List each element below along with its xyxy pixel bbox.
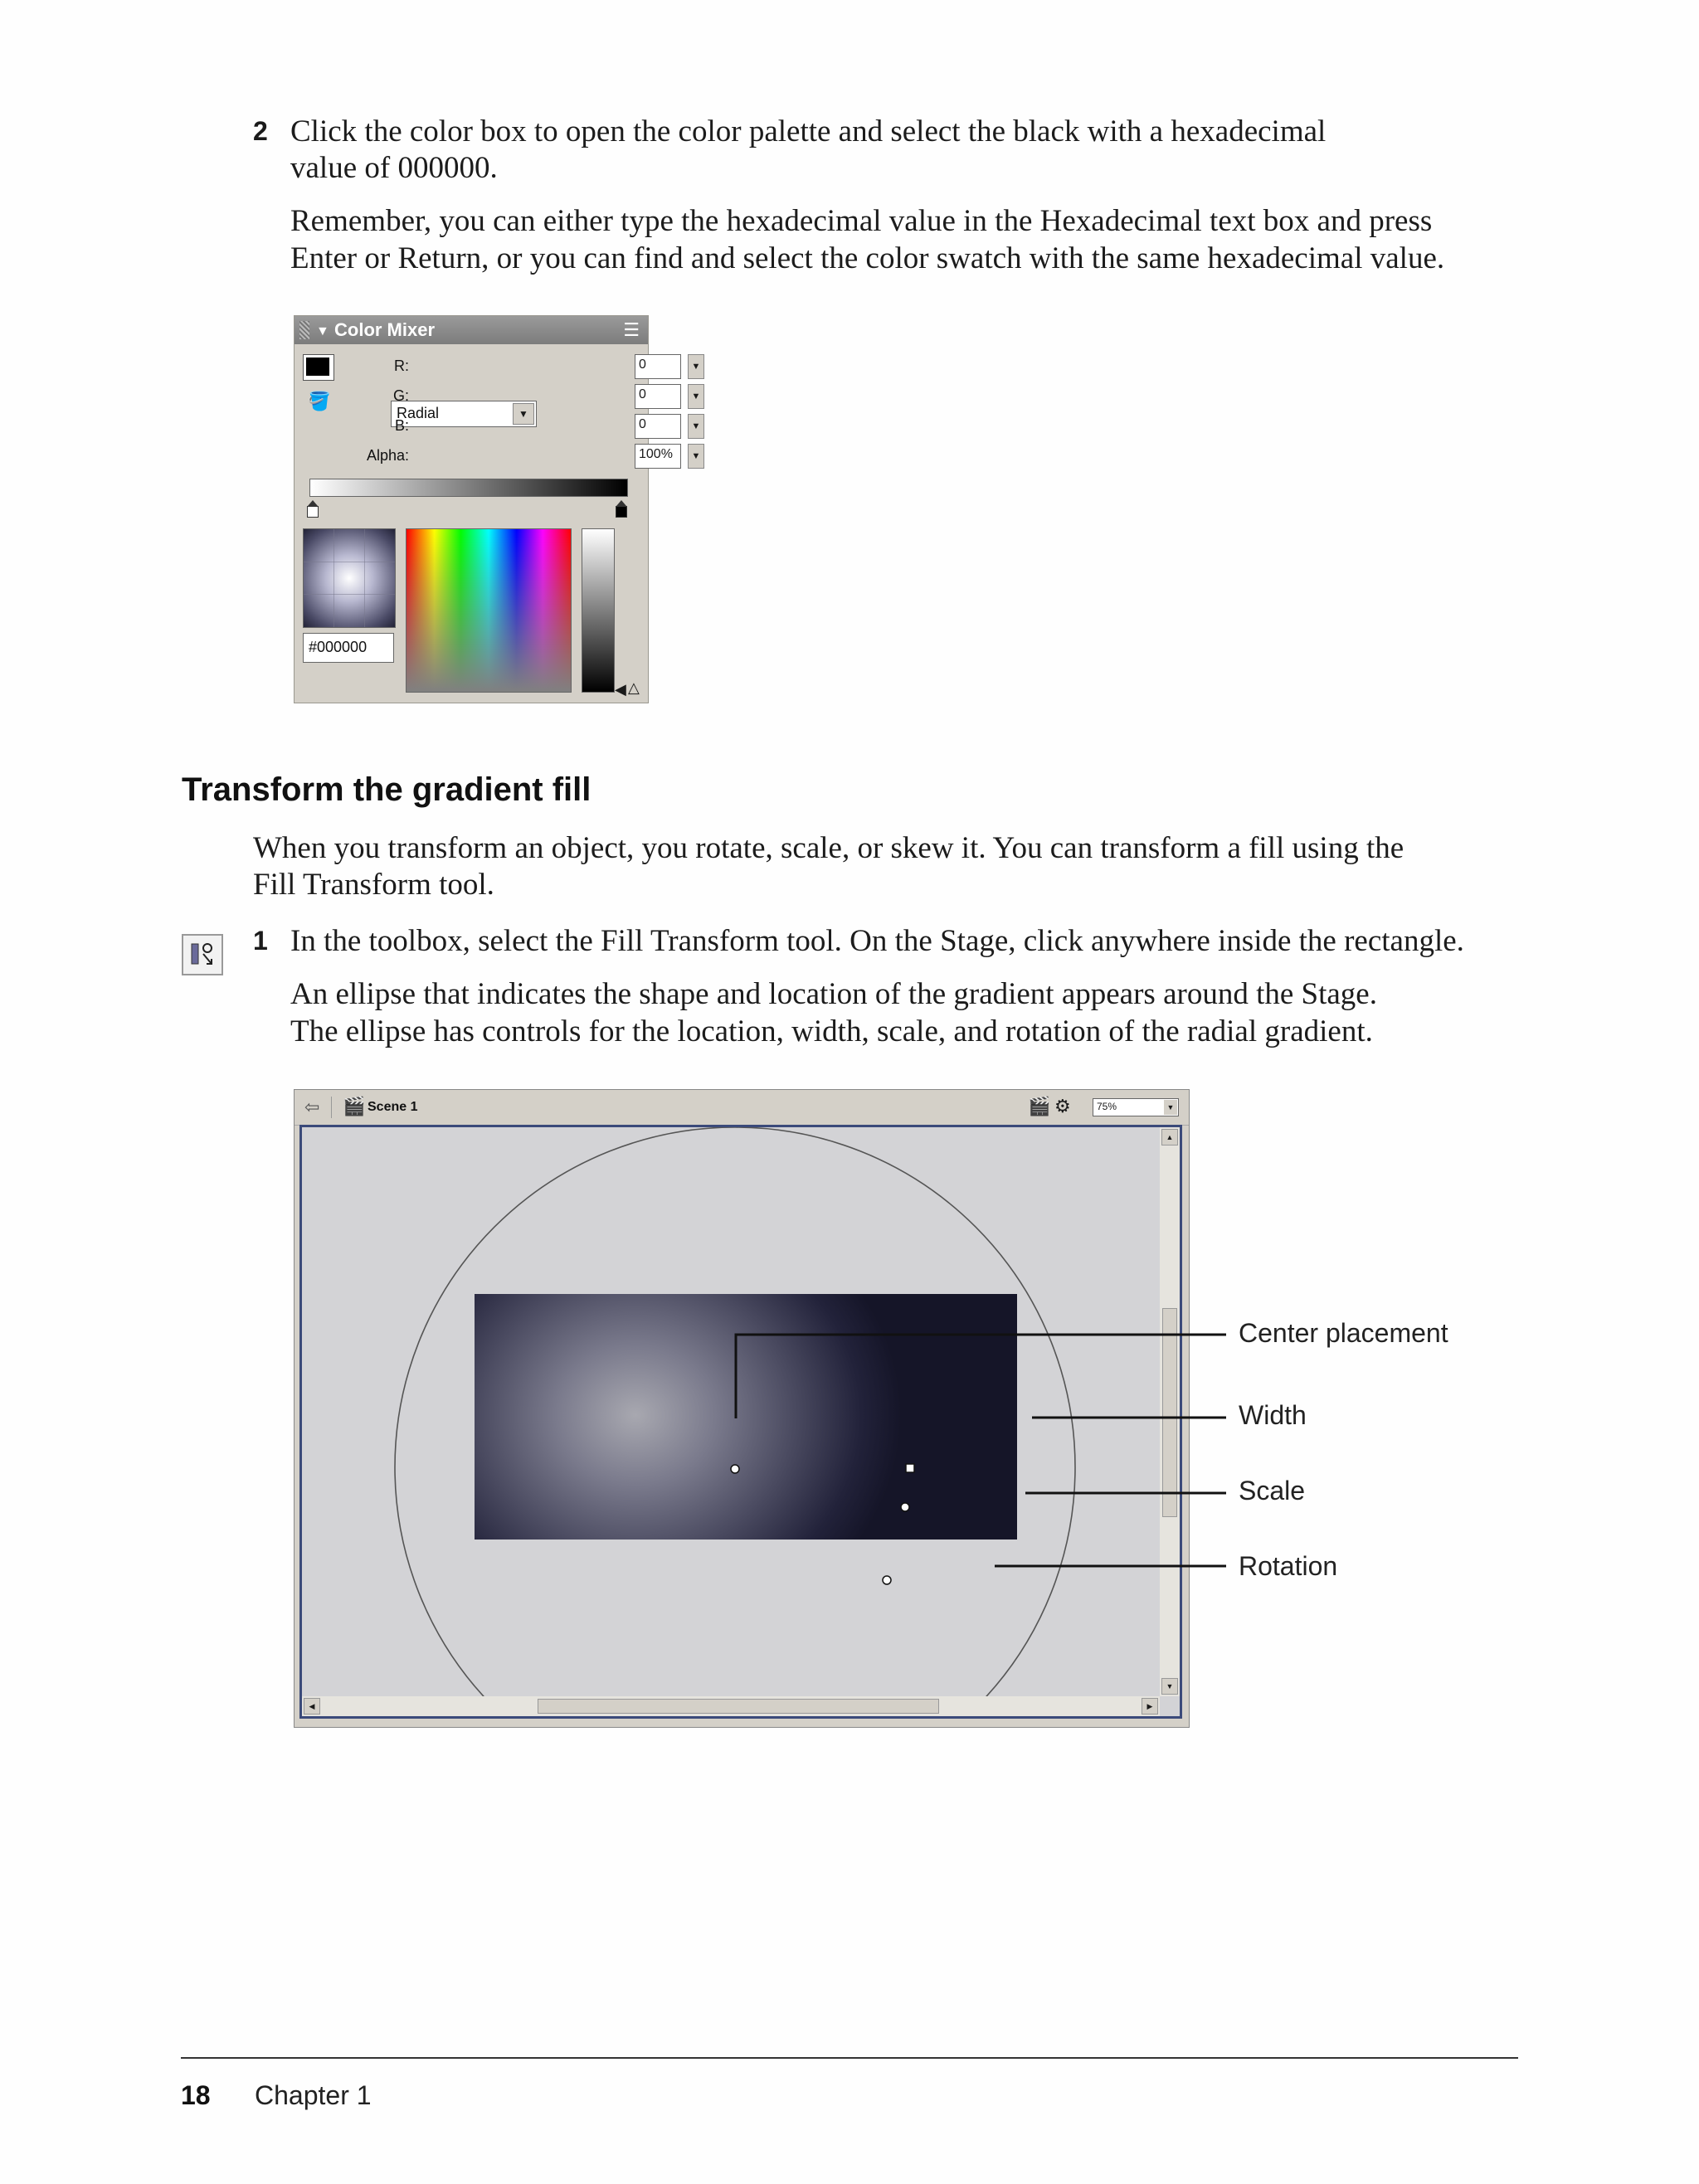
red-slider-button[interactable]: ▼ bbox=[688, 354, 704, 379]
chapter-label: Chapter 1 bbox=[255, 2080, 372, 2110]
callout-center-placement: Center placement bbox=[1239, 1318, 1448, 1348]
panel-options-menu-icon[interactable]: ☰ bbox=[623, 319, 640, 340]
center-callout-line bbox=[736, 1335, 1226, 1418]
step-2-note-line-1: Remember, you can either type the hexadecimal value in the Hexadecimal text box and press bbox=[290, 204, 1433, 238]
green-input[interactable]: 0 bbox=[635, 384, 681, 409]
zoom-dropdown-arrow-icon[interactable]: ▼ bbox=[1164, 1100, 1177, 1115]
paint-bucket-icon[interactable]: 🪣 bbox=[308, 391, 331, 411]
red-input[interactable]: 0 bbox=[635, 354, 681, 379]
scene-name: Scene 1 bbox=[368, 1100, 418, 1114]
step-2-note-line-2: Enter or Return, or you can find and select the color swatch with the same hexadecimal value. bbox=[290, 241, 1445, 275]
green-slider-button[interactable]: ▼ bbox=[688, 384, 704, 409]
panel-title: Color Mixer bbox=[334, 319, 436, 340]
step-number-2: 2 bbox=[253, 116, 268, 146]
step-2-text-line-1: Click the color box to open the color palette and select the black with a hexadecimal bbox=[290, 114, 1327, 148]
hexadecimal-input[interactable]: #000000 bbox=[303, 633, 394, 663]
alpha-slider-button[interactable]: ▼ bbox=[688, 444, 704, 469]
scene-icon: 🎬 bbox=[343, 1096, 366, 1116]
chevron-down-icon[interactable]: ▼ bbox=[513, 403, 534, 425]
back-arrow-icon[interactable]: ⇦ bbox=[304, 1097, 320, 1117]
step-1-note-line-2: The ellipse has controls for the location, width, scale, and rotation of the radial gradient. bbox=[290, 1014, 1373, 1048]
alpha-input[interactable]: 100% bbox=[635, 444, 681, 469]
callout-rotation: Rotation bbox=[1239, 1551, 1338, 1581]
scroll-up-icon[interactable]: ▲ bbox=[1161, 1129, 1178, 1146]
section-intro-line-1: When you transform an object, you rotate, scale, or skew it. You can transform a fill using the bbox=[253, 831, 1404, 865]
blue-input[interactable]: 0 bbox=[635, 414, 681, 439]
step-2-text-line-2: value of 000000. bbox=[290, 151, 498, 185]
section-heading: Transform the gradient fill bbox=[182, 771, 591, 808]
scroll-right-icon[interactable]: ▶ bbox=[1142, 1698, 1158, 1715]
collapse-triangle-icon[interactable]: ▼ bbox=[316, 324, 329, 338]
edit-symbols-icon[interactable]: ⚙ bbox=[1054, 1096, 1071, 1116]
scroll-down-icon[interactable]: ▼ bbox=[1161, 1678, 1178, 1695]
blue-label: B: bbox=[394, 417, 409, 434]
step-number-1: 1 bbox=[253, 926, 268, 956]
callout-scale: Scale bbox=[1239, 1476, 1306, 1505]
expand-triangle-icon[interactable]: △ bbox=[628, 679, 640, 696]
green-label: G: bbox=[392, 387, 409, 404]
step-1-note-line-1: An ellipse that indicates the shape and location of the gradient appears around the Stage. bbox=[290, 977, 1377, 1011]
page-number: 18 bbox=[181, 2080, 211, 2110]
edit-scene-icon[interactable]: 🎬 bbox=[1028, 1096, 1051, 1116]
red-label: R: bbox=[394, 358, 409, 374]
callout-width: Width bbox=[1239, 1400, 1307, 1430]
blue-slider-button[interactable]: ▼ bbox=[688, 414, 704, 439]
footer-rule bbox=[181, 2057, 1518, 2059]
fill-style-value: Radial bbox=[397, 405, 440, 421]
brightness-arrow-icon[interactable]: ◀ bbox=[615, 681, 626, 698]
scroll-left-icon[interactable]: ◀ bbox=[304, 1698, 320, 1715]
alpha-label: Alpha: bbox=[366, 447, 409, 464]
section-intro-line-2: Fill Transform tool. bbox=[253, 868, 494, 902]
step-1-text: In the toolbox, select the Fill Transform tool. On the Stage, click anywhere inside the rectangle. bbox=[290, 924, 1464, 958]
zoom-value: 75% bbox=[1097, 1101, 1117, 1112]
